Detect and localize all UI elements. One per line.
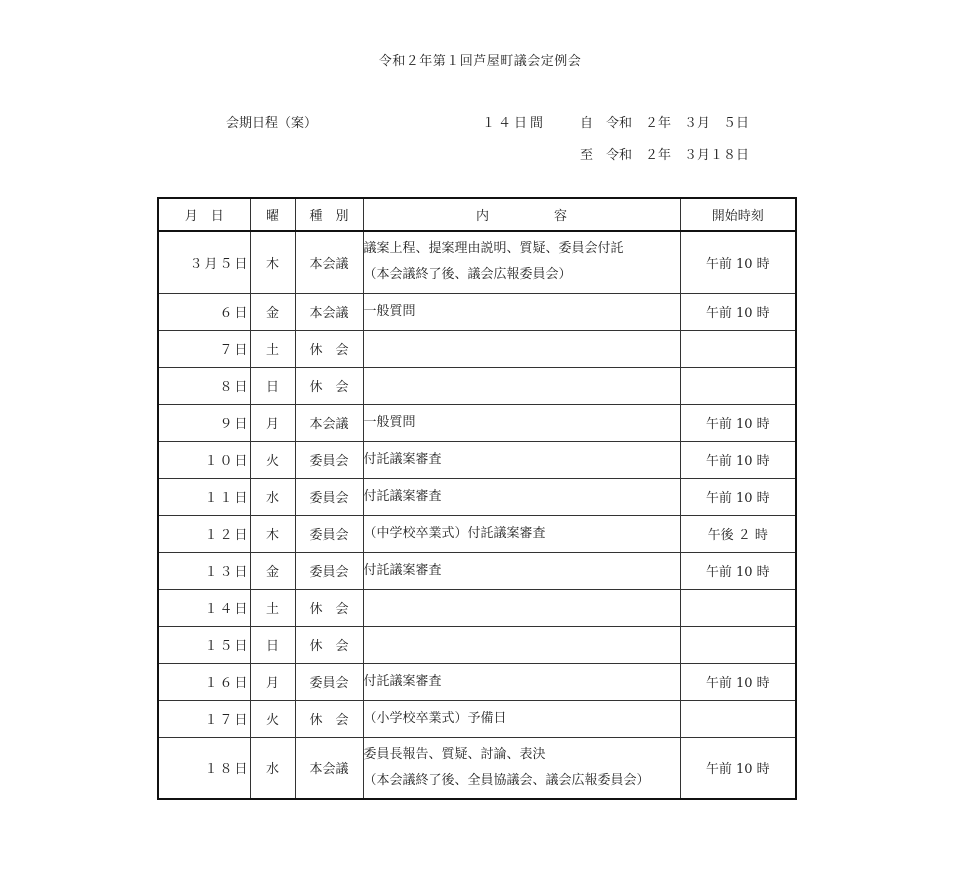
header-day-of-week: 曜 [250,198,295,231]
table-row [158,626,796,663]
day-of-week-cell: 土 [250,330,295,367]
day-of-week-cell: 月 [250,663,295,700]
kind-cell: 本会議 [295,404,363,441]
content-cell [363,589,680,626]
kind-cell: 休 会 [295,367,363,404]
date-cell: １８日 [158,737,250,799]
date-cell: ７日 [158,330,250,367]
day-of-week-cell: 木 [250,231,295,293]
start-time-cell: 午前 10 時 [680,404,796,441]
schedule-label: 会期日程（案） [226,116,318,131]
start-time-cell [680,367,796,404]
content-line-1: 委員長報告、質疑、討論、表決 [363,746,546,762]
table-row [158,552,796,589]
date-cell: １７日 [158,700,250,737]
kind-cell: 本会議 [295,231,363,293]
table-row [158,737,796,799]
header-kind: 種 別 [295,198,363,231]
table-row [158,441,796,478]
content-cell: 一般質問 [363,293,680,330]
kind-cell: 委員会 [295,441,363,478]
day-of-week-cell: 日 [250,367,295,404]
period-end-date: 至 令和 ２年 ３月１８日 [580,148,750,163]
table-row [158,589,796,626]
start-time-cell [680,330,796,367]
table-row [158,293,796,330]
start-time-cell: 午前 10 時 [680,293,796,330]
content-cell: 一般質問 [363,404,680,441]
date-cell: ３月５日 [158,231,250,293]
day-of-week-cell: 火 [250,441,295,478]
start-time-cell: 午前 10 時 [680,737,796,799]
start-time-cell: 午前 10 時 [680,552,796,589]
day-of-week-cell: 水 [250,478,295,515]
day-of-week-cell: 金 [250,293,295,330]
content-cell: 付託議案審査 [363,441,680,478]
kind-cell: 委員会 [295,552,363,589]
kind-cell: 本会議 [295,293,363,330]
content-cell [363,231,680,293]
table-row [158,478,796,515]
start-time-cell: 午前 10 時 [680,663,796,700]
content-cell [363,367,680,404]
day-of-week-cell: 木 [250,515,295,552]
kind-cell: 休 会 [295,589,363,626]
content-cell: （中学校卒業式）付託議案審査 [363,515,680,552]
date-cell: １４日 [158,589,250,626]
start-time-cell: 午後 ２ 時 [680,515,796,552]
table-row [158,231,796,293]
session-days-count: １４日間 [482,116,547,131]
content-line-2: （本会議終了後、議会広報委員会） [363,267,572,283]
header-start-time: 開始時刻 [680,198,796,231]
header-content: 内 容 [363,198,680,231]
day-of-week-cell: 土 [250,589,295,626]
day-of-week-cell: 月 [250,404,295,441]
kind-cell: 委員会 [295,663,363,700]
content-cell: 付託議案審査 [363,478,680,515]
schedule-rows [158,231,796,799]
date-cell: ８日 [158,367,250,404]
date-cell: １５日 [158,626,250,663]
day-of-week-cell: 日 [250,626,295,663]
start-time-cell: 午前 10 時 [680,441,796,478]
kind-cell: 委員会 [295,478,363,515]
start-time-cell: 午前 10 時 [680,231,796,293]
table-row [158,404,796,441]
table-row [158,330,796,367]
content-line-1: 議案上程、提案理由説明、質疑、委員会付託 [363,241,624,257]
start-time-cell: 午前 10 時 [680,478,796,515]
table-header-row [158,198,796,231]
date-cell: １０日 [158,441,250,478]
content-cell: 付託議案審査 [363,552,680,589]
table-row [158,515,796,552]
kind-cell: 本会議 [295,737,363,799]
date-cell: １２日 [158,515,250,552]
day-of-week-cell: 金 [250,552,295,589]
kind-cell: 休 会 [295,330,363,367]
kind-cell: 休 会 [295,626,363,663]
table-row [158,700,796,737]
start-time-cell [680,700,796,737]
date-cell: ６日 [158,293,250,330]
content-cell: （小学校卒業式）予備日 [363,700,680,737]
date-cell: ９日 [158,404,250,441]
day-of-week-cell: 水 [250,737,295,799]
content-cell [363,737,680,799]
content-cell: 付託議案審査 [363,663,680,700]
table-row [158,663,796,700]
start-time-cell [680,626,796,663]
start-time-cell [680,589,796,626]
table-row [158,367,796,404]
kind-cell: 休 会 [295,700,363,737]
kind-cell: 委員会 [295,515,363,552]
content-line-2: （本会議終了後、全員協議会、議会広報委員会） [363,772,650,788]
content-cell [363,330,680,367]
session-schedule-table [157,197,797,800]
date-cell: １３日 [158,552,250,589]
day-of-week-cell: 火 [250,700,295,737]
header-date: 月 日 [158,198,250,231]
date-cell: １１日 [158,478,250,515]
content-cell [363,626,680,663]
document-title: 令和２年第１回芦屋町議会定例会 [378,54,582,69]
date-cell: １６日 [158,663,250,700]
period-start-date: 自 令和 ２年 ３月 ５日 [580,116,750,131]
